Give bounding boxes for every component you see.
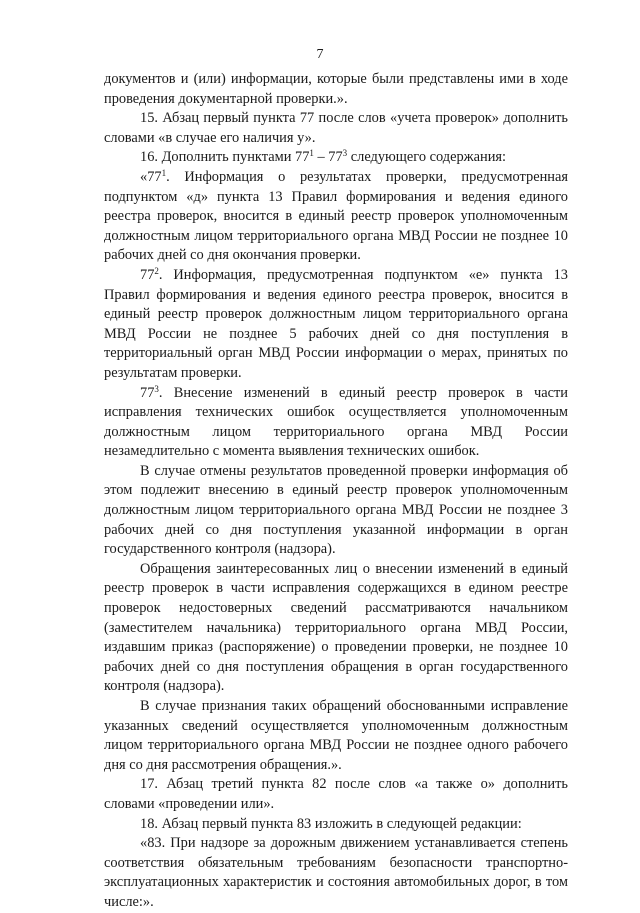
page-number: 7	[316, 47, 324, 62]
paragraph-appeals-grounded: В случае признания таких обращений обоснованными исправление указанных сведений осуществляется уполномоченным должностным лицом территориального органа МВД России не позднее одного рабочего дня со дня рассмотрения обращения.».	[104, 698, 568, 773]
paragraph-text: следующего содержания:	[347, 149, 507, 166]
superscript: 1	[309, 148, 314, 159]
paragraph-appeals: Обращения заинтересованных лиц о внесении изменений в единый реестр проверок в части исправления содержащихся в едином реестре проверок недостоверных сведений рассматриваются начальником (заместителем начальника) территориального органа МВД России, издавшим приказ (распоряжение) о проведении проверки, не позднее 10 рабочих дней со дня поступления обращения в орган государственного контроля (надзора).	[104, 560, 568, 695]
paragraph-cancellation: В случае отмены результатов проведенной проверки информация об этом подлежит внесению в единый реестр проверок уполномоченным должностным лицом территориального органа МВД России не позднее 3 рабочих дней со дня поступления указанной информации в орган государственного контроля (надзора).	[104, 462, 568, 558]
paragraph-text: – 77	[313, 149, 343, 166]
paragraph-text: «77	[140, 168, 162, 185]
paragraph-text: . Информация, предусмотренная подпунктом «е» пункта 13 Правил формирования и ведения единого реестра проверок, вносится в единый реестр проверок должностным лицом территориального органа МВД России не позднее 5 рабочих дней со дня поступления в территориальный орган МВД России информации о мерах, принятых по результатам проверки.	[104, 266, 568, 381]
superscript: 3	[154, 383, 159, 394]
paragraph-item-15: 15. Абзац первый пункта 77 после слов «учета проверок» дополнить словами «в случае его наличия у».	[104, 110, 568, 146]
paragraph-text: . Внесение изменений в единый реестр проверок в части исправления технических ошибок осуществляется уполномоченным должностным лицом территориального органа МВД России незамедлительно с момента выявления технических ошибок.	[104, 384, 568, 460]
paragraph-item-77-1	[104, 168, 568, 266]
paragraph-item-77-2	[104, 266, 568, 384]
document-body	[104, 70, 568, 913]
paragraph-item-77-3	[104, 384, 568, 462]
paragraph-item-16	[104, 148, 568, 168]
paragraph-text: 77	[140, 384, 155, 401]
paragraph-text: 77	[140, 266, 155, 283]
paragraph-item-83: «83. При надзоре за дорожным движением устанавливается степень соответствия обязательным требованиям безопасности транспортно-эксплуатационных характеристик и состояния автомобильных дорог, в том числе:».	[104, 835, 568, 910]
paragraph-text: 16. Дополнить пунктами 77	[140, 149, 310, 166]
superscript: 2	[154, 265, 159, 276]
paragraph-item-18: 18. Абзац первый пункта 83 изложить в следующей редакции:	[140, 815, 522, 832]
paragraph-text: . Информация о результатах проверки, предусмотренная подпунктом «д» пункта 13 Правил формирования и ведения единого реестра проверок, вносится в единый реестр проверок уполномоченным должностным лицом территориального органа МВД России не позднее 10 рабочих дней со дня окончания проверки.	[104, 168, 568, 264]
superscript: 1	[161, 167, 167, 178]
superscript: 3	[342, 148, 348, 159]
paragraph-continuation: документов и (или) информации, которые были представлены ими в ходе проведения документарной проверки.».	[104, 71, 568, 107]
paragraph-item-17: 17. Абзац третий пункта 82 после слов «а также о» дополнить словами «проведении или».	[104, 776, 568, 812]
